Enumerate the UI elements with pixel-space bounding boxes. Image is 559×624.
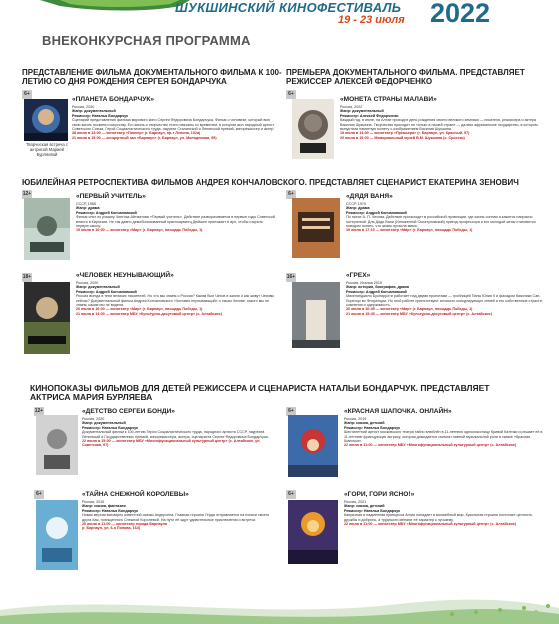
festival-year: 2022 [430, 0, 491, 28]
page-title: ВНЕКОНКУРСНАЯ ПРОГРАММА [42, 33, 251, 48]
film-title-tayna-snezhnoy-korolevy: «ТАЙНА СНЕЖНОЙ КОРОЛЕВЫ» [82, 491, 189, 498]
poster-pervyi-uchitel [24, 198, 70, 260]
film-title-pervyi-uchitel: «ПЕРВЫЙ УЧИТЕЛЬ» [76, 193, 146, 200]
poster-dyadya-vanya [292, 198, 340, 258]
film-title-grekh: «ГРЕХ» [346, 272, 371, 279]
film-info-dyadya-vanya: СССР, 1970 Жанр: драма Режиссер: Андрей Кончаловский По пьесе А. П. Чехова. Действие происходит в российской провинции, где жизнь сонная и кажется напрасно потерянной. Для Дяди Вани (Иннокентий Смоктуновский) приезд профессора и его молодой жены становится поводом понять, что жизнь прошла мимо. 19 июля в 17:10 — кинотеатр «Мир» (г. Барнаул, площадь Победы, 1) [346, 202, 536, 233]
age-rating-badge: 6+ [34, 490, 44, 499]
age-rating-badge: 12+ [34, 408, 44, 414]
film-title-dyadya-vanya: «ДЯДЯ ВАНЯ» [346, 193, 393, 200]
poster-planeta-bondarchuk [24, 99, 68, 141]
film-title-krasnaya-shapochka: «КРАСНАЯ ШАПОЧКА. ОНЛАЙН» [344, 408, 452, 415]
caption-meeting-actress: Творческая встреча с актрисой Марией Бурляевой [26, 142, 68, 157]
film-title-moneta-malavi: «МОНЕТА СТРАНЫ МАЛАВИ» [340, 96, 437, 103]
age-rating-badge: 6+ [286, 90, 296, 99]
festival-name: ШУКШИНСКИЙ КИНОФЕСТИВАЛЬ [175, 0, 402, 15]
festival-logo-leaf-icon [40, 0, 190, 12]
section-heading-children-films: КИНОПОКАЗЫ ФИЛЬМОВ ДЛЯ ДЕТЕЙ РЕЖИССЕРА И СЦЕНАРИСТА НАТАЛЬИ БОНДАРЧУК. ПРЕДСТАВЛЯЕТ АКТРИСА МАРИЯ БУРЛЯЕВА [30, 383, 490, 402]
poster-moneta-malavi [292, 99, 334, 159]
film-info-planeta-bondarchuk: Россия, 2020 Жанр: документальный Режиссер: Наталья Бондарчук Сценарий представления фильма мирового кино Сергея Федоровича Бондарчука. Фильм о человеке, который всю свою жизнь посвятил искусству. Его жизнь и творчество тесно связаны со временем, в котором жил народный артист Советского Союза, Герой Социалистического труда, лауреат Сталинской и Ленинской премий, кинорежиссер и актер. 28 июля в 13:00 — кинотеатр «Пионер» (г. Барнаул, пр-т Ленина, 102а) 21 июля в 15:00 — концертный зал «Барнаул» (г. Барнаул, ул. Молодежная, 59) [72, 105, 275, 140]
poster-grekh [292, 282, 340, 348]
film-info-chelovek-neunyvayuschiy: Россия, 2020 Жанр: документальный Режиссер: Андрей Кончаловский Россия всегда в тени великих писателей. Но что мы знаем о России? Каким был Чехов в жизни и как живут Чеховы сейчас? Документальный фильм Андрея Кончаловского «Человек неунывающий» о таком Чехове, какого мы не знаем, каким мы не видели. 20 июля в 16:00 — кинотеатр «Мир» (г. Барнаул, площадь Победы, 1) 21 июля в 14:00 — кинотеатр МБУ «Культурно-досуговый центр» (с. Алтайское) [76, 281, 275, 316]
poster-tayna-snezhnoy-korolevy [36, 500, 78, 570]
film-title-planeta-bondarchuk: «ПЛАНЕТА БОНДАРЧУК» [72, 96, 155, 103]
age-rating-badge: 6+ [286, 190, 296, 199]
poster-chelovek-neunyvayuschiy [24, 282, 70, 354]
film-title-detstvo-bondi: «ДЕТСТВО СЕРГЕИ БОНДИ» [82, 408, 175, 415]
section-heading-bondarchuk: ПРЕДСТАВЛЕНИЕ ФИЛЬМА ДОКУМЕНТАЛЬНОГО ФИЛЬМА К 100-ЛЕТИЮ СО ДНЯ РОЖДЕНИЯ СЕРГЕЯ БОНДАРЧУКА [22, 68, 282, 86]
page-header [0, 0, 559, 30]
age-rating-badge: 12+ [22, 191, 32, 197]
poster-krasnaya-shapochka [288, 415, 338, 477]
film-info-tayna-snezhnoy-korolevy: Россия, 2015 Жанр: сказка, фантазия Режиссер: Наталья Бондарчук Новая версия всемирно известной сказки Андерсена. Главная героиня Герда отправляется на поиски своего друга Кая, похищенного Снежной Королевой. На пути её ждут удивительные приключения и встречи. 20 июля в 11:00 — кинотеатр города Барнаула (г. Барнаул, ул. 6-я Попова, 164) [82, 500, 270, 531]
festival-dates: 19 - 23 июля [338, 14, 405, 26]
age-rating-badge: 6+ [22, 90, 32, 99]
age-rating-badge: 6+ [286, 407, 296, 416]
age-rating-badge: 16+ [286, 274, 296, 280]
film-title-chelovek-neunyvayuschiy: «ЧЕЛОВЕК НЕУНЫВАЮЩИЙ» [76, 272, 174, 279]
age-rating-badge: 18+ [22, 274, 32, 280]
age-rating-badge: 6+ [286, 490, 296, 499]
poster-gori-gori-yasno [288, 500, 338, 564]
film-info-pervyi-uchitel: СССР, 1965 Жанр: драма Режиссер: Андрей Кончаловский Фильм снят по роману Чингиза Айтматова «Первый учитель». Действие разворачивается в первые годы Советской власти в Киргизии. Не так давно демобилизованный красноармеец Дюйшен приезжает в аул, чтобы открыть первую школу. 19 июля в 10:00 — кинотеатр «Мир» (г. Барнаул, площадь Победы, 1) [76, 202, 275, 233]
film-info-grekh: Россия, Италия 2019 Жанр: история, биография, драма Режиссер: Андрей Кончаловский Микеланджело Буонарроти работает над двумя проектами — гробницей Папы Юлия II и фасадом базилики Сан-Лоренцо во Флоренции. Но этой работе препятствуют алчность конкурирующих семей и его собственные страсти, сомнения и одержимость. 20 июля в 10:45 — кинотеатр «Мир» (г. Барнаул, площадь Победы, 1) 21 июля в 15:45 — кинотеатр МБУ «Культурно-досуговый центр» (с. Алтайское) [346, 281, 543, 316]
poster-detstvo-bondi [36, 415, 78, 475]
film-info-detstvo-bondi: Россия, 2020 Жанр: документальный Режиссер: Наталья Бондарчук Документальный фильм к 100-летию Героя Социалистического труда, народного артиста СССР, лауреата Ленинской и Государственных премий, кинорежиссера, актера, сценариста Сергея Федоровича Бондарчука. 22 июля в 15:00 — кинотеатр МБУ «Многофункциональный культурный центр» (с. Алтайское, ул. Советская, 97) [82, 417, 269, 448]
section-heading-fedorchenko: ПРЕМЬЕРА ДОКУМЕНТАЛЬНОГО ФИЛЬМА. ПРЕДСТАВЛЯЕТ РЕЖИССЕР АЛЕКСЕЙ ФЕДОРЧЕНКО [286, 68, 525, 86]
footer-dots-decoration [430, 600, 559, 624]
film-info-gori-gori-yasno: Россия, 2021 Жанр: сказка, детский Режиссер: Наталья Бондарчук Капризная и надменная принцесса Агния попадает в волшебный мир. Кукольная героиня постигает ценность дружбы и доброты, а трудности меняют её характер к лучшему. 22 июля в 11:00 — кинотеатр МБУ «Многофункциональный культурный центр» (с. Алтайское) [344, 500, 533, 527]
section-heading-konchalovsky: ЮБИЛЕЙНАЯ РЕТРОСПЕКТИВА ФИЛЬМОВ АНДРЕЯ КОНЧАЛОВСКОГО. ПРЕДСТАВЛЯЕТ СЦЕНАРИСТ ЕКАТЕРИНА ЗЕНОВИЧ [22, 178, 519, 187]
film-info-krasnaya-shapochka: Россия, 2019 Жанр: сказка, детский Режиссер: Наталья Бондарчук Шестилетний артист московского театра тайно влюблён в 11-летнюю одноклассницу Кривой Катечки и решает её в 11-летнюю французскую актрису, которая дожидается съемок главной музыкальной роли в сказке «Красная Шапочка». 22 июля в 11:00 — кинотеатр МБУ «Многофункциональный культурный центр» (с. Алтайское) [344, 417, 543, 448]
film-info-moneta-malavi: Россия, 2022 Жанр: документальный Режиссер: Алексей Федорченко Каждый год, в июле, на Алтае проходит день рождения своего великого земляка — писателя, режиссера и актера Василия Шукшина. Творчество приходит не только в нашей стране — далеко африканское государство, в котором выпустили памятную монету с изображением Василия Шукшина. 19 июля в 14:00 — кинотеатр «Премьера» (г. Барнаул, ул. Красный, 97) 20 июля в 15:00 — Мемориальный музей В.М. Шукшина (с. Сростки) [340, 105, 538, 140]
film-title-gori-gori-yasno: «ГОРИ, ГОРИ ЯСНО!» [344, 491, 415, 498]
